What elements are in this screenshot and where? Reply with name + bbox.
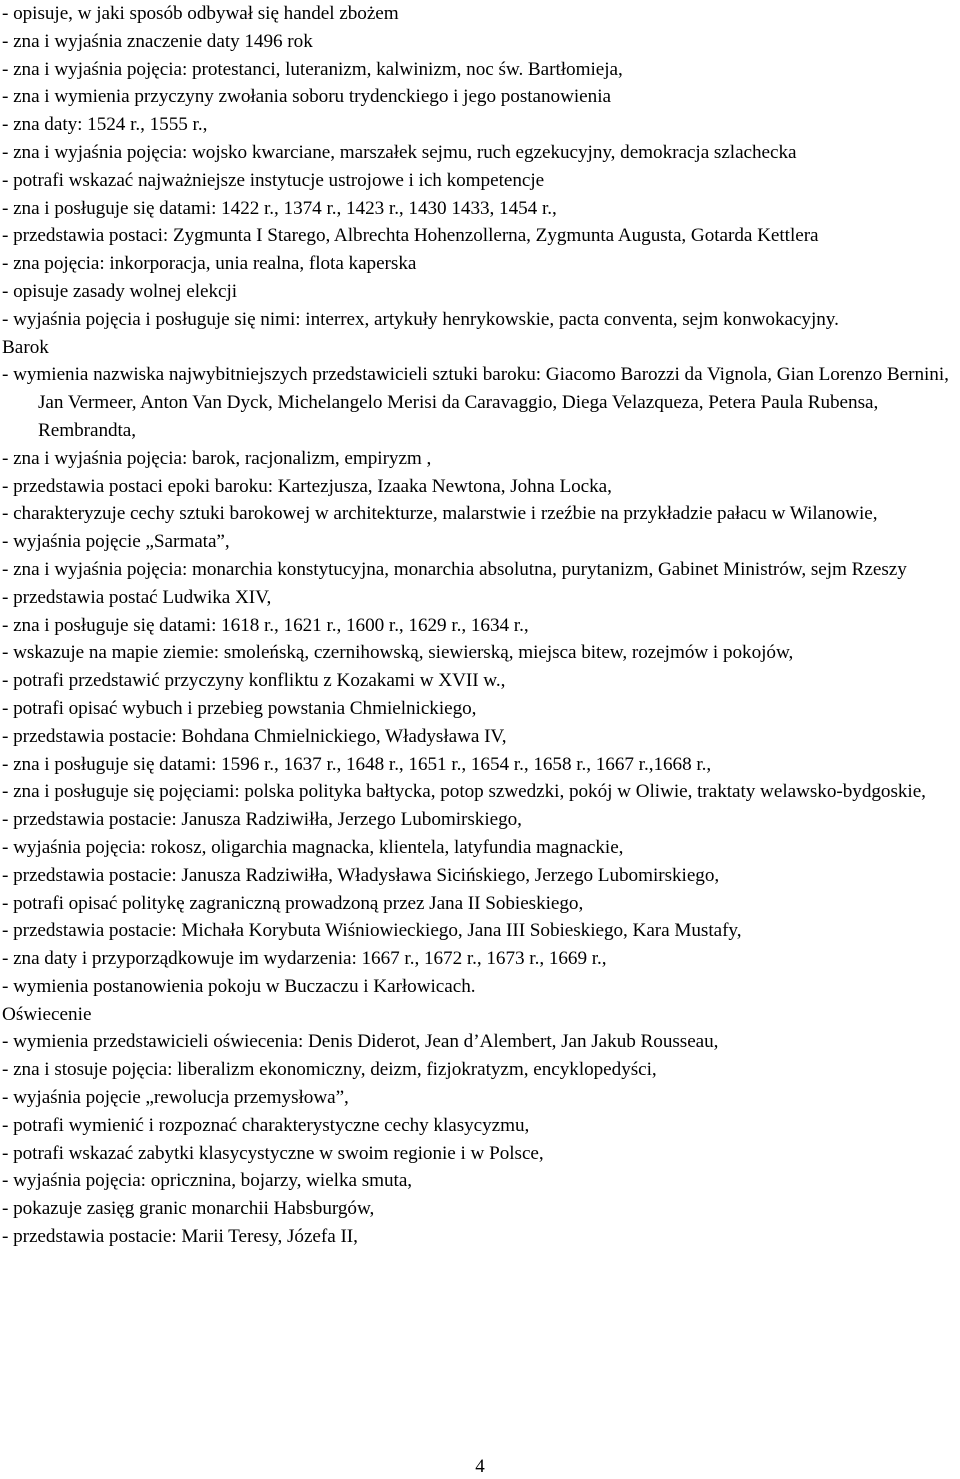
list-item: - wyjaśnia pojęcie „rewolucja przemysłowa”, — [2, 1087, 349, 1109]
list-item: - zna i posługuje się datami: 1596 r., 1637 r., 1648 r., 1651 r., 1654 r., 1658 r., 1667 r.,1668 r., — [2, 753, 712, 775]
list-item: - zna i wyjaśnia pojęcia: monarchia konstytucyjna, monarchia absolutna, purytanizm, Gabinet Ministrów, sejm Rzeszy — [2, 558, 907, 580]
list-item: - przedstawia postacie: Marii Teresy, Józefa II, — [2, 1226, 358, 1248]
list-item: - potrafi opisać politykę zagraniczną prowadzoną przez Jana II Sobieskiego, — [2, 892, 584, 914]
list-item: - wymienia przedstawicieli oświecenia: Denis Diderot, Jean d’Alembert, Jan Jakub Rousseau, — [2, 1031, 719, 1053]
list-item: - potrafi wskazać zabytki klasycystyczne w swoim regionie i w Polsce, — [2, 1142, 544, 1164]
list-item: - zna i wyjaśnia pojęcia: protestanci, luteranizm, kalwinizm, noc św. Bartłomieja, — [2, 58, 623, 80]
list-item: - przedstawia postacie: Janusza Radziwiłła, Władysława Sicińskiego, Jerzego Lubomirskiego, — [2, 864, 720, 886]
list-item: - potrafi wskazać najważniejsze instytucje ustrojowe i ich kompetencje — [2, 169, 545, 191]
list-item: - zna i stosuje pojęcia: liberalizm ekonomiczny, deizm, fizjokratyzm, encyklopedyści, — [2, 1059, 657, 1081]
list-item: - wymienia nazwiska najwybitniejszych przedstawicieli sztuki baroku: Giacomo Barozzi da Vignola, Gian Lorenzo Bernini, Jan Vermeer, Anton Van Dyck, Michelangelo Merisi da Caravaggio, Diega Velazqueza, Petera Paula Rubensa, Rembrandta, — [2, 364, 949, 441]
list-item: - zna daty: 1524 r., 1555 r., — [2, 114, 208, 136]
list-item: - wymienia postanowienia pokoju w Buczaczu i Karłowicach. — [2, 975, 476, 997]
list-item: - zna i posługuje się datami: 1618 r., 1621 r., 1600 r., 1629 r., 1634 r., — [2, 614, 529, 636]
section-heading-barok: Barok — [2, 336, 49, 358]
list-item: - zna daty i przyporządkowuje im wydarzenia: 1667 r., 1672 r., 1673 r., 1669 r., — [2, 948, 607, 970]
list-item: - wyjaśnia pojęcie „Sarmata”, — [2, 531, 230, 553]
list-item: - zna i posługuje się datami: 1422 r., 1374 r., 1423 r., 1430 1433, 1454 r., — [2, 197, 557, 219]
document-content — [2, 0, 958, 1251]
section-heading-oswiecenie: Oświecenie — [2, 1003, 92, 1025]
list-item: - potrafi przedstawić przyczyny konfliktu z Kozakami w XVII w., — [2, 670, 506, 692]
list-item: - zna i wyjaśnia pojęcia: wojsko kwarciane, marszałek sejmu, ruch egzekucyjny, demokracja szlachecka — [2, 141, 797, 163]
list-item: - zna i posługuje się pojęciami: polska polityka bałtycka, potop szwedzki, pokój w Oliwie, traktaty welawsko-bydgoskie, — [2, 781, 926, 803]
list-item: - potrafi wymienić i rozpoznać charakterystyczne cechy klasycyzmu, — [2, 1114, 530, 1136]
list-item: - zna i wyjaśnia pojęcia: barok, racjonalizm, empiryzm , — [2, 447, 432, 469]
list-item: - wyjaśnia pojęcia: opricznina, bojarzy, wielka smuta, — [2, 1170, 413, 1192]
list-item: - przedstawia postaci epoki baroku: Kartezjusza, Izaaka Newtona, Johna Locka, — [2, 475, 612, 497]
list-item: - pokazuje zasięg granic monarchii Habsburgów, — [2, 1198, 375, 1220]
list-item: - przedstawia postacie: Janusza Radziwiłła, Jerzego Lubomirskiego, — [2, 809, 522, 831]
list-item: - przedstawia postaci: Zygmunta I Starego, Albrechta Hohenzollerna, Zygmunta Augusta, Gotarda Kettlera — [2, 225, 819, 247]
list-item: - przedstawia postacie: Michała Korybuta Wiśniowieckiego, Jana III Sobieskiego, Kara Mustafy, — [2, 920, 742, 942]
list-item: - przedstawia postacie: Bohdana Chmielnickiego, Władysława IV, — [2, 725, 507, 747]
list-item: - wyjaśnia pojęcia: rokosz, oligarchia magnacka, klientela, latyfundia magnackie, — [2, 836, 624, 858]
list-item: - zna i wyjaśnia znaczenie daty 1496 rok — [2, 30, 313, 52]
list-item: - przedstawia postać Ludwika XIV, — [2, 586, 272, 608]
list-item: - charakteryzuje cechy sztuki barokowej w architekturze, malarstwie i rzeźbie na przykładzie pałacu w Wilanowie, — [2, 503, 878, 525]
list-item: - opisuje zasady wolnej elekcji — [2, 280, 238, 302]
list-item: - zna i wymienia przyczyny zwołania soboru trydenckiego i jego postanowienia — [2, 86, 611, 108]
list-item: - potrafi opisać wybuch i przebieg powstania Chmielnickiego, — [2, 697, 477, 719]
list-item: - zna pojęcia: inkorporacja, unia realna, flota kaperska — [2, 253, 417, 275]
page-number: 4 — [475, 1456, 485, 1477]
list-item: - wyjaśnia pojęcia i posługuje się nimi: interrex, artykuły henrykowskie, pacta conventa, sejm konwokacyjny. — [2, 308, 839, 330]
list-item: - opisuje, w jaki sposób odbywał się handel zbożem — [2, 3, 399, 24]
list-item: - wskazuje na mapie ziemie: smoleńską, czernihowską, siewierską, miejsca bitew, rozejmów i pokojów, — [2, 642, 794, 664]
